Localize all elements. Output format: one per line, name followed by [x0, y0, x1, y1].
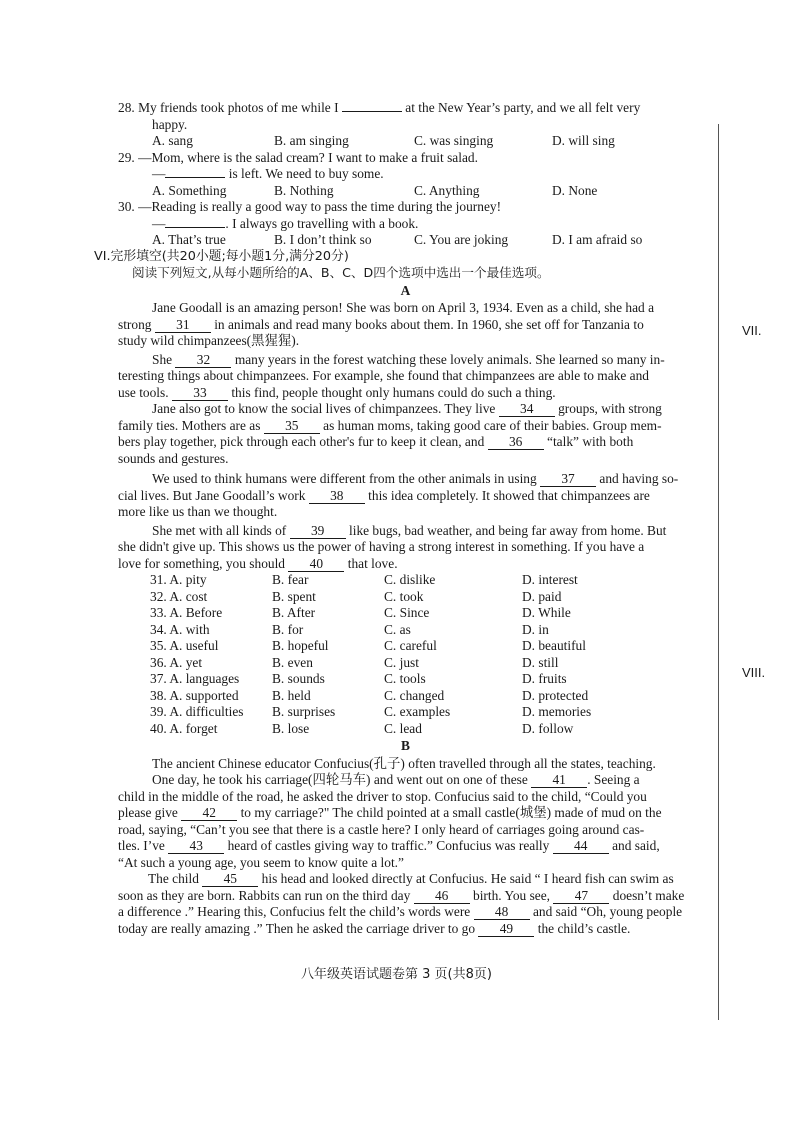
q28-options	[118, 133, 693, 150]
blank-34: 34	[499, 402, 555, 417]
text: love for something, you should	[118, 555, 285, 571]
choice-d: D. While	[522, 605, 571, 620]
q28-option-d: D. will sing	[552, 133, 615, 148]
text: today are really amazing .” Then he asked the carriage driver to go	[118, 920, 476, 936]
choice-c: C. examples	[384, 704, 451, 719]
choice-row-36	[118, 655, 693, 672]
choice-d: D. fruits	[522, 671, 567, 686]
text: heard of castles giving way to traffic.” Confucius was really	[227, 838, 550, 853]
text: the child’s castle.	[537, 920, 631, 936]
text: strong	[118, 316, 152, 332]
passage-a-p4-line3: more like us than we thought.	[118, 504, 278, 519]
passage-a-p5-line1	[118, 523, 693, 540]
q29-options	[118, 183, 693, 200]
blank-43: 43	[168, 839, 224, 854]
passage-b-p2-line2: child in the middle of the road, he asked the driver to stop. Confucius said to the child, “Could you	[118, 788, 647, 804]
text: One day, he took his carriage(四轮马车) and went out on one of these	[152, 772, 528, 787]
q28-stem-continued: happy.	[152, 116, 188, 132]
passage-a-p5-line2: she didn't give up. This shows us the power of having a strong interest in something. If you have a	[118, 539, 645, 554]
text: soon as they are born. Rabbits can run on the third day	[118, 887, 411, 903]
choice-c: C. took	[384, 588, 424, 604]
q30-options	[118, 232, 693, 249]
passage-b-p1: The ancient Chinese educator Confucius(孔子) often travelled through all the states, teaching.	[152, 755, 656, 771]
passage-b-p3-line3	[118, 904, 693, 921]
q28-option-b: B. am singing	[274, 133, 349, 148]
blank-39: 39	[290, 524, 346, 539]
q30-option-c: C. You are joking	[414, 232, 509, 247]
choice-b: B. even	[272, 654, 313, 670]
passage-b-p2-line1	[118, 772, 693, 789]
passage-a-heading: A	[400, 282, 411, 298]
passage-a-p4-line2	[118, 488, 693, 505]
passage-b-p3-line4	[118, 921, 693, 938]
text: Jane also got to know the social lives of chimpanzees. They live	[152, 401, 496, 416]
text: and having so-	[599, 471, 679, 486]
q29-option-d: D. None	[552, 182, 598, 198]
q29-dash: —	[152, 166, 166, 181]
choice-b: B. sounds	[272, 671, 325, 686]
q30-reply	[118, 216, 693, 233]
text: and said,	[612, 838, 660, 853]
blank-32: 32	[175, 353, 231, 368]
choice-row-32	[118, 589, 693, 606]
text: She met with all kinds of	[152, 522, 287, 538]
blank-46: 46	[414, 889, 470, 904]
passage-a-p3-line1	[118, 401, 693, 418]
blank-45: 45	[202, 872, 258, 887]
text: We used to think humans were different from the other animals in using	[152, 471, 537, 486]
choice-c: C. as	[384, 621, 411, 637]
choice-a: 40. A. forget	[150, 720, 218, 736]
q29-option-b: B. Nothing	[274, 182, 334, 198]
choice-b: B. for	[272, 621, 304, 637]
text: that love.	[347, 555, 398, 571]
choice-a: 31. A. pity	[150, 572, 207, 587]
page-content	[94, 100, 693, 937]
text: this find, people thought only humans could do such a thing.	[231, 384, 556, 400]
q29-reply-text: is left. We need to buy some.	[228, 166, 384, 181]
choice-d: D. memories	[522, 704, 592, 719]
q29-option-c: C. Anything	[414, 182, 480, 198]
q29-reply	[118, 166, 693, 183]
side-mark-viii: VIII.	[742, 665, 766, 680]
blank-37: 37	[540, 472, 596, 487]
text: family ties. Mothers are as	[118, 417, 261, 433]
choice-d: D. follow	[522, 720, 574, 736]
choice-a: 35. A. useful	[150, 638, 219, 653]
q29-blank	[165, 177, 225, 178]
blank-38: 38	[309, 489, 365, 504]
choice-row-31	[118, 572, 693, 589]
passage-a-p2-line2: teresting things about chimpanzees. For example, she found that chimpanzees are able to make and	[118, 368, 649, 383]
q30-reply-text: . I always go travelling with a book.	[225, 215, 419, 231]
passage-b-p2-line6: “At such a young age, you seem to know quite a lot.”	[118, 854, 404, 870]
section-instruction: 阅读下列短文,从每小题所给的A、B、C、D四个选项中选出一个最佳选项。	[132, 265, 550, 280]
q28-stem-end: at the New Year’s party, and we all felt very	[405, 100, 641, 115]
choice-b: B. hopeful	[272, 638, 329, 653]
choice-c: C. tools	[384, 671, 426, 686]
q30-option-d: D. I am afraid so	[552, 232, 643, 247]
q29-option-a: A. Something	[152, 182, 227, 198]
choice-c: C. just	[384, 654, 419, 670]
text: birth. You see,	[473, 887, 551, 903]
text: doesn’t make	[612, 887, 685, 903]
passage-b-p3-line2	[118, 888, 693, 905]
q30-blank	[165, 227, 225, 228]
choice-b: B. surprises	[272, 704, 336, 719]
passage-a-p3-line2	[118, 418, 693, 435]
text: like bugs, bad weather, and being far away from home. But	[349, 522, 667, 538]
choice-c: C. Since	[384, 605, 430, 620]
text: many years in the forest watching these lovely animals. She learned so many in-	[234, 351, 665, 367]
text: . Seeing a	[587, 772, 640, 787]
text: this idea completely. It showed that chimpanzees are	[368, 487, 650, 503]
question-28	[118, 100, 693, 117]
passage-a-p2-line1	[118, 352, 693, 369]
text: please give	[118, 805, 178, 820]
choice-b: B. spent	[272, 588, 316, 604]
choice-d: D. protected	[522, 687, 589, 703]
choices-block	[118, 572, 693, 737]
choice-b: B. fear	[272, 572, 309, 587]
choice-a: 36. A. yet	[150, 654, 203, 670]
choice-row-37	[118, 671, 693, 688]
choice-a: 34. A. with	[150, 621, 210, 637]
q28-option-c: C. was singing	[414, 133, 494, 148]
passage-a-p1-line1: Jane Goodall is an amazing person! She was born on April 3, 1934. Even as a child, she had a	[152, 300, 655, 315]
q30-dash: —	[152, 215, 166, 231]
choice-c: C. dislike	[384, 572, 436, 587]
text: tles. I’ve	[118, 838, 165, 853]
text: The child	[148, 871, 199, 886]
choice-d: D. beautiful	[522, 638, 586, 653]
text: “talk” with both	[547, 434, 634, 449]
choice-d: D. interest	[522, 572, 578, 587]
choice-row-38	[118, 688, 693, 705]
page-footer: 八年级英语试题卷第 3 页(共8页)	[301, 967, 492, 982]
choice-row-35	[118, 638, 693, 655]
text: She	[152, 351, 173, 367]
blank-47: 47	[553, 889, 609, 904]
blank-33: 33	[172, 386, 228, 401]
text: groups, with strong	[558, 401, 662, 416]
text: his head and looked directly at Confucius. He said “ I heard fish can swim as	[261, 871, 674, 886]
text: in animals and read many books about them. In 1960, she set off for Tanzania to	[214, 316, 644, 332]
passage-b-p2-line4: road, saying, “Can’t you see that there is a castle here? I only heard of carriages going around cas-	[118, 821, 645, 837]
choice-d: D. in	[522, 621, 549, 637]
choice-d: D. paid	[522, 588, 562, 604]
choice-c: C. lead	[384, 720, 422, 736]
text: use tools.	[118, 384, 169, 400]
choice-row-40	[118, 721, 693, 738]
q28-option-a: A. sang	[152, 133, 193, 148]
blank-35: 35	[264, 419, 320, 434]
choice-d: D. still	[522, 654, 559, 670]
choice-c: C. changed	[384, 687, 445, 703]
passage-b-heading: B	[401, 738, 410, 753]
margin-rule	[718, 124, 719, 1020]
choice-b: B. After	[272, 605, 316, 620]
q30-option-b: B. I don’t think so	[274, 232, 372, 247]
blank-49: 49	[478, 922, 534, 937]
passage-a-p4-line1	[118, 471, 693, 488]
text: cial lives. But Jane Goodall’s work	[118, 487, 306, 503]
passage-b-p3-line1	[118, 871, 693, 888]
choice-row-33	[118, 605, 693, 622]
text: and said “Oh, young people	[532, 904, 683, 919]
q28-blank	[342, 111, 402, 112]
passage-a-p1-line2	[118, 317, 693, 334]
text: a difference .” Hearing this, Confucius felt the child’s words were	[118, 904, 471, 919]
passage-a-p3-line4: sounds and gestures.	[118, 450, 229, 466]
blank-36: 36	[488, 435, 544, 450]
side-mark-vii: VII.	[742, 323, 762, 338]
choice-a: 39. A. difficulties	[150, 704, 244, 719]
blank-31: 31	[155, 318, 211, 333]
choice-a: 37. A. languages	[150, 671, 240, 686]
choice-a: 38. A. supported	[150, 687, 239, 703]
choice-row-34	[118, 622, 693, 639]
choice-c: C. careful	[384, 638, 437, 653]
q28-stem-start: 28. My friends took photos of me while I	[118, 100, 339, 115]
choice-row-39	[118, 704, 693, 721]
passage-a-p1-line3: study wild chimpanzees(黑猩猩).	[118, 333, 300, 348]
choice-a: 33. A. Before	[150, 605, 223, 620]
passage-b-p2-line5	[118, 838, 693, 855]
choice-a: 32. A. cost	[150, 588, 208, 604]
blank-44: 44	[553, 839, 609, 854]
section-title: VI.完形填空(共20小题;每小题1分,满分20分)	[94, 248, 349, 264]
question-30: 30. —Reading is really a good way to pass the time during the journey!	[118, 199, 502, 214]
blank-40: 40	[288, 557, 344, 572]
text: to my carriage?" The child pointed at a small castle(城堡) made of mud on the	[240, 805, 662, 820]
passage-a-p2-line3	[118, 385, 693, 402]
text: bers play together, pick through each other's fur to keep it clean, and	[118, 434, 485, 449]
blank-48: 48	[474, 905, 530, 920]
choice-b: B. lose	[272, 720, 310, 736]
question-29: 29. —Mom, where is the salad cream? I want to make a fruit salad.	[118, 149, 478, 165]
blank-42: 42	[181, 806, 237, 821]
choice-b: B. held	[272, 687, 311, 703]
blank-41: 41	[531, 773, 587, 788]
passage-b-p2-line3	[118, 805, 693, 822]
passage-a-p5-line3	[118, 556, 693, 573]
text: as human moms, taking good care of their babies. Group mem-	[323, 417, 662, 433]
passage-a-p3-line3	[118, 434, 693, 451]
q30-option-a: A. That’s true	[152, 232, 226, 247]
